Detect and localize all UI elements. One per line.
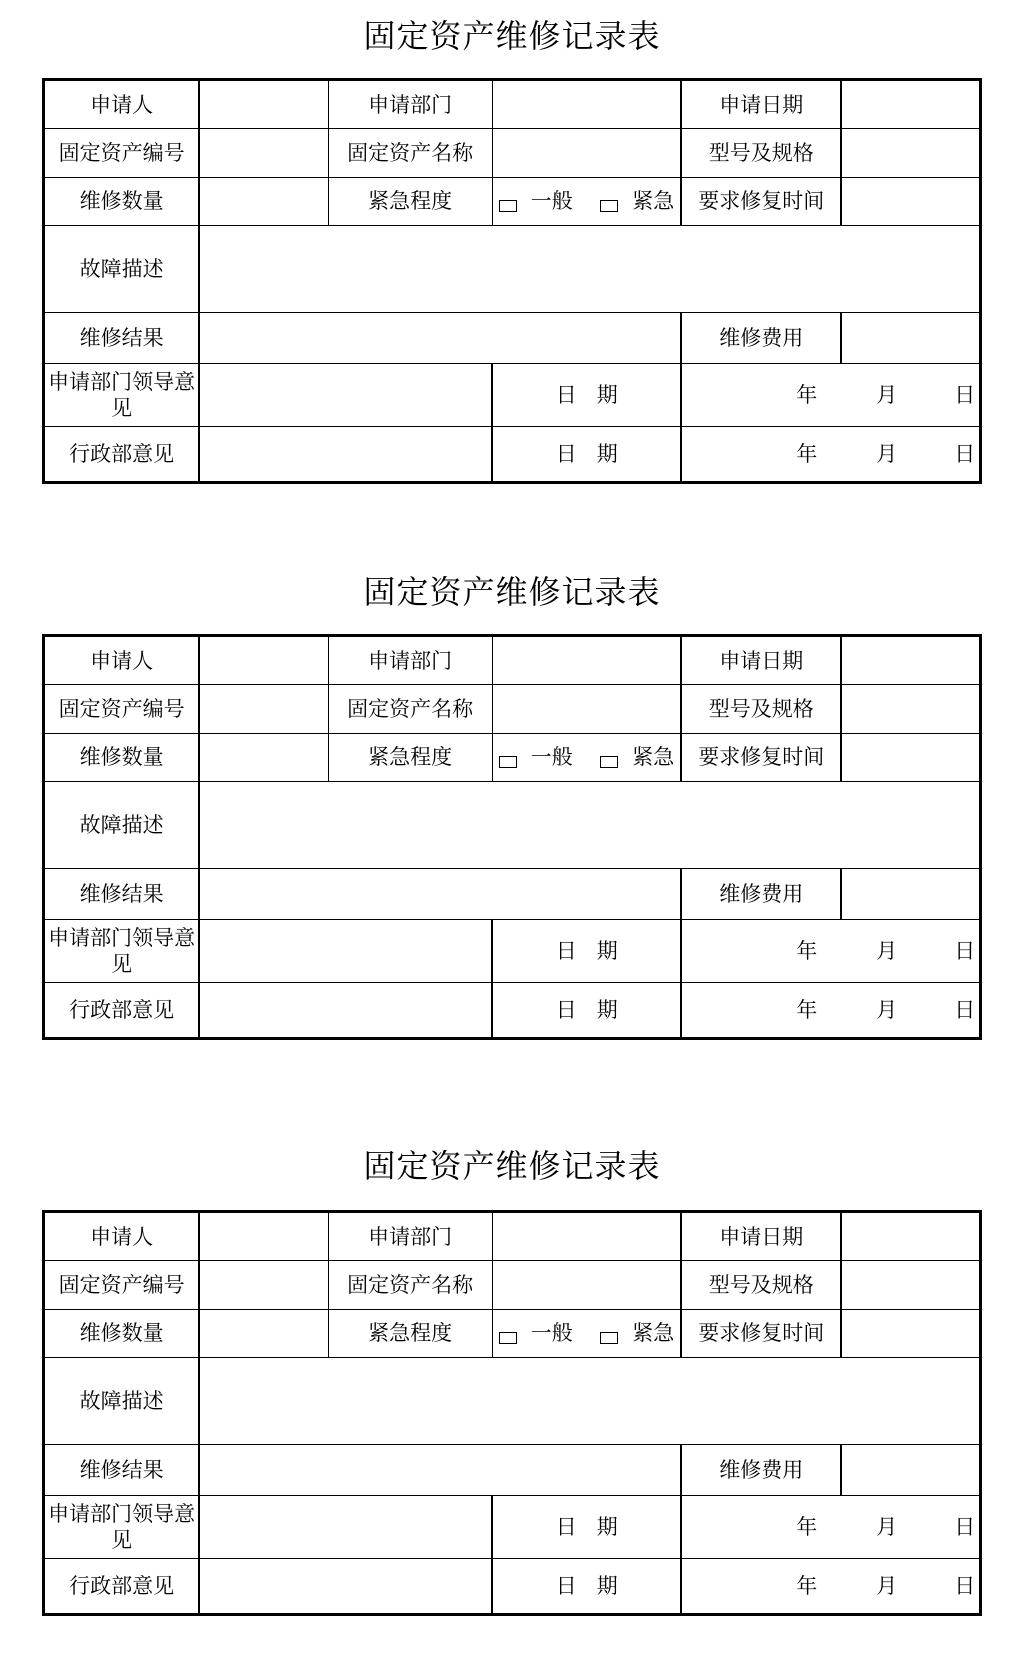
urgency-urgent-option[interactable]: [600, 744, 674, 770]
urgency-label: 紧急程度: [328, 1309, 492, 1357]
dept-leader-opinion-label: 申请部门领导意见: [44, 1496, 200, 1558]
required-repair-time-label: 要求修复时间: [681, 733, 841, 781]
repair-result-label: 维修结果: [44, 1444, 200, 1495]
required-repair-time-field[interactable]: [841, 177, 980, 225]
applicant-label: 申请人: [44, 636, 200, 685]
date-label: 日 期: [492, 1558, 681, 1614]
urgency-normal-option[interactable]: [499, 1320, 573, 1346]
repair-qty-label: 维修数量: [44, 177, 200, 225]
asset-no-label: 固定资产编号: [44, 685, 200, 733]
urgency-urgent-text: 紧急: [632, 1321, 675, 1346]
asset-name-label: 固定资产名称: [328, 129, 492, 177]
date-label: 日 期: [492, 920, 681, 982]
fault-desc-label: 故障描述: [44, 226, 200, 313]
admin-opinion-field[interactable]: [199, 1558, 492, 1614]
admin-opinion-label: 行政部意见: [44, 426, 200, 482]
apply-date-label: 申请日期: [681, 80, 841, 129]
required-repair-time-field[interactable]: [841, 733, 980, 781]
date-label: 日 期: [492, 1496, 681, 1558]
urgency-urgent-option[interactable]: [600, 1320, 674, 1346]
asset-name-field[interactable]: [492, 129, 681, 177]
fault-desc-label: 故障描述: [44, 782, 200, 869]
checkbox-icon[interactable]: [600, 200, 618, 212]
checkbox-icon[interactable]: [600, 756, 618, 768]
asset-no-field[interactable]: [199, 129, 328, 177]
required-repair-time-field[interactable]: [841, 1309, 980, 1357]
repair-record-table: [42, 78, 982, 484]
repair-record-table: [42, 1210, 982, 1616]
repair-result-field[interactable]: [199, 1444, 681, 1495]
asset-no-field[interactable]: [199, 685, 328, 733]
urgency-options: [492, 177, 681, 225]
date-label: 日 期: [492, 982, 681, 1038]
model-spec-label: 型号及规格: [681, 1261, 841, 1309]
checkbox-icon[interactable]: [499, 200, 517, 212]
urgency-label: 紧急程度: [328, 177, 492, 225]
applicant-dept-label: 申请部门: [328, 1212, 492, 1261]
repair-record-table: [42, 634, 982, 1040]
model-spec-field[interactable]: [841, 129, 980, 177]
applicant-field[interactable]: [199, 1212, 328, 1261]
asset-name-label: 固定资产名称: [328, 685, 492, 733]
asset-no-label: 固定资产编号: [44, 129, 200, 177]
urgency-normal-option[interactable]: [499, 188, 573, 214]
asset-name-label: 固定资产名称: [328, 1261, 492, 1309]
repair-qty-field[interactable]: [199, 177, 328, 225]
date-label: 日 期: [492, 426, 681, 482]
form-title: 固定资产维修记录表: [363, 1147, 661, 1185]
required-repair-time-label: 要求修复时间: [681, 1309, 841, 1357]
asset-name-field[interactable]: [492, 1261, 681, 1309]
apply-date-label: 申请日期: [681, 636, 841, 685]
apply-date-field[interactable]: [841, 636, 980, 685]
repair-qty-field[interactable]: [199, 1309, 328, 1357]
admin-opinion-field[interactable]: [199, 426, 492, 482]
dept-leader-date-field[interactable]: 年 月 日: [681, 920, 980, 982]
asset-no-label: 固定资产编号: [44, 1261, 200, 1309]
urgency-normal-text: 一般: [530, 1321, 573, 1346]
repair-result-field[interactable]: [199, 312, 681, 363]
checkbox-icon[interactable]: [600, 1332, 618, 1344]
dept-leader-opinion-field[interactable]: [199, 920, 492, 982]
checkbox-icon[interactable]: [499, 756, 517, 768]
urgency-normal-text: 一般: [530, 189, 573, 214]
applicant-dept-field[interactable]: [492, 1212, 681, 1261]
dept-leader-opinion-label: 申请部门领导意见: [44, 364, 200, 426]
form-title: 固定资产维修记录表: [363, 573, 661, 611]
repair-qty-field[interactable]: [199, 733, 328, 781]
applicant-field[interactable]: [199, 636, 328, 685]
repair-cost-label: 维修费用: [681, 312, 841, 363]
date-label: 日 期: [492, 364, 681, 426]
urgency-urgent-option[interactable]: [600, 188, 674, 214]
applicant-label: 申请人: [44, 1212, 200, 1261]
dept-leader-opinion-field[interactable]: [199, 364, 492, 426]
urgency-label: 紧急程度: [328, 733, 492, 781]
fault-desc-field[interactable]: [199, 226, 980, 313]
model-spec-field[interactable]: [841, 685, 980, 733]
urgency-options: [492, 1309, 681, 1357]
repair-qty-label: 维修数量: [44, 1309, 200, 1357]
dept-leader-date-field[interactable]: 年 月 日: [681, 364, 980, 426]
repair-cost-field[interactable]: [841, 1444, 980, 1495]
apply-date-field[interactable]: [841, 80, 980, 129]
repair-result-label: 维修结果: [44, 312, 200, 363]
admin-opinion-label: 行政部意见: [44, 982, 200, 1038]
dept-leader-opinion-field[interactable]: [199, 1496, 492, 1558]
dept-leader-opinion-label: 申请部门领导意见: [44, 920, 200, 982]
repair-cost-field[interactable]: [841, 868, 980, 919]
applicant-dept-field[interactable]: [492, 636, 681, 685]
apply-date-label: 申请日期: [681, 1212, 841, 1261]
repair-cost-label: 维修费用: [681, 1444, 841, 1495]
model-spec-label: 型号及规格: [681, 685, 841, 733]
repair-cost-label: 维修费用: [681, 868, 841, 919]
applicant-label: 申请人: [44, 80, 200, 129]
applicant-field[interactable]: [199, 80, 328, 129]
urgency-normal-option[interactable]: [499, 744, 573, 770]
fault-desc-field[interactable]: [199, 1358, 980, 1445]
urgency-urgent-text: 紧急: [632, 189, 675, 214]
form-title: 固定资产维修记录表: [363, 17, 661, 55]
applicant-dept-label: 申请部门: [328, 636, 492, 685]
asset-no-field[interactable]: [199, 1261, 328, 1309]
applicant-dept-field[interactable]: [492, 80, 681, 129]
asset-name-field[interactable]: [492, 685, 681, 733]
urgency-urgent-text: 紧急: [632, 745, 675, 770]
repair-cost-field[interactable]: [841, 312, 980, 363]
fault-desc-field[interactable]: [199, 782, 980, 869]
fault-desc-label: 故障描述: [44, 1358, 200, 1445]
checkbox-icon[interactable]: [499, 1332, 517, 1344]
urgency-normal-text: 一般: [530, 745, 573, 770]
repair-qty-label: 维修数量: [44, 733, 200, 781]
admin-date-field[interactable]: 年 月 日: [681, 1558, 980, 1614]
repair-result-field[interactable]: [199, 868, 681, 919]
repair-result-label: 维修结果: [44, 868, 200, 919]
apply-date-field[interactable]: [841, 1212, 980, 1261]
required-repair-time-label: 要求修复时间: [681, 177, 841, 225]
admin-date-field[interactable]: 年 月 日: [681, 426, 980, 482]
applicant-dept-label: 申请部门: [328, 80, 492, 129]
urgency-options: [492, 733, 681, 781]
model-spec-label: 型号及规格: [681, 129, 841, 177]
admin-opinion-label: 行政部意见: [44, 1558, 200, 1614]
dept-leader-date-field[interactable]: 年 月 日: [681, 1496, 980, 1558]
model-spec-field[interactable]: [841, 1261, 980, 1309]
admin-opinion-field[interactable]: [199, 982, 492, 1038]
admin-date-field[interactable]: 年 月 日: [681, 982, 980, 1038]
